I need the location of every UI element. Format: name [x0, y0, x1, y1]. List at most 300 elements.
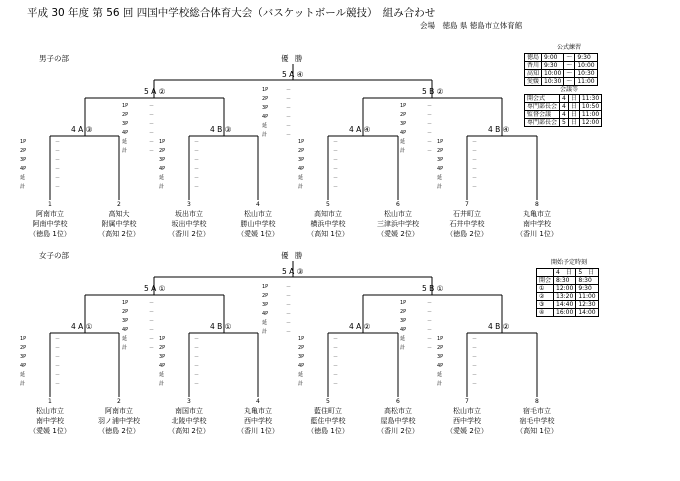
girls-quarter-score-value: －: [472, 336, 478, 342]
girls-semi-score-value: －: [149, 327, 155, 333]
girls-quarter-score-value: －: [194, 345, 200, 351]
girls-quarter-score-value: －: [55, 354, 61, 360]
meetings-row: [525, 111, 602, 119]
girls-quarter-label: 4 A ②: [349, 322, 371, 331]
boys-quarter-score-label: 延: [437, 175, 443, 181]
girls-team-school: 羽ノ浦中学校: [98, 417, 140, 425]
girls-team-qualifier: （徳島 2位）: [98, 427, 140, 435]
girls-semi-score-value: －: [427, 327, 433, 333]
boys-semi-score-label: 1P: [400, 103, 407, 109]
girls-semi-score-value: －: [149, 345, 155, 351]
boys-final-score-value: －: [286, 96, 292, 102]
girls-team-school: 屋島中学校: [380, 417, 416, 425]
girls-quarter-score-label: 計: [159, 381, 165, 387]
girls-quarter-score-label: 1P: [20, 336, 27, 342]
girls-quarter-score-value: －: [55, 372, 61, 378]
boys-quarter-score-value: －: [55, 166, 61, 172]
girls-team-school: 藍住中学校: [310, 417, 346, 425]
girls-team-qualifier: （高知 2位）: [168, 427, 210, 435]
girls-team-school: 南中学校: [36, 417, 64, 425]
schedule-row: [537, 269, 599, 277]
practice-cell: 徳島: [525, 54, 542, 62]
girls-quarter-score-value: －: [472, 372, 478, 378]
girls-quarter-score-label: 延: [20, 372, 26, 378]
boys-semi-label: 5 A ②: [144, 87, 166, 96]
boys-quarter-label: 4 B ③: [210, 125, 232, 134]
boys-quarter-score-value: －: [55, 175, 61, 181]
schedule-cell: 16:00: [554, 309, 576, 317]
girls-final-score-label: 計: [262, 329, 268, 335]
boys-final-score-label: 1P: [262, 87, 269, 93]
practice-cell: ～: [564, 54, 575, 62]
boys-quarter-score-label: 3P: [437, 157, 444, 163]
practice-cell: 11:00: [575, 78, 597, 86]
boys-quarter-score-value: －: [472, 157, 478, 163]
girls-team-seed: 1: [48, 398, 52, 405]
schedule-cell: 8:30: [576, 277, 598, 285]
boys-quarter-score-value: －: [472, 175, 478, 181]
boys-semi-score-label: 2P: [122, 112, 129, 118]
girls-quarter-score-label: 延: [437, 372, 443, 378]
girls-quarter-score-value: －: [55, 345, 61, 351]
girls-quarter-score-value: －: [55, 381, 61, 387]
girls-team-seed: 4: [256, 398, 260, 405]
boys-semi-score-label: 計: [122, 148, 128, 154]
boys-team-school: 横浜中学校: [310, 220, 346, 228]
meetings-cell: 11:30: [579, 95, 601, 103]
meetings-cell: 10:50: [579, 103, 601, 111]
boys-quarter-score-label: 計: [298, 184, 304, 190]
practice-cell: 愛媛: [525, 78, 542, 86]
boys-quarter-score-label: 計: [159, 184, 165, 190]
boys-quarter-score-value: －: [333, 166, 339, 172]
boys-semi-score-value: －: [427, 112, 433, 118]
boys-final-score-value: －: [286, 87, 292, 93]
boys-semi-score-label: 計: [400, 148, 406, 154]
girls-quarter-score-label: 3P: [159, 354, 166, 360]
boys-team-seed: 1: [48, 201, 52, 208]
girls-quarter-score-value: －: [472, 345, 478, 351]
boys-team-school: 附属中学校: [101, 220, 137, 228]
girls-semi-label: 5 B ①: [422, 284, 444, 293]
boys-semi-label: 5 B ②: [422, 87, 444, 96]
girls-semi-score-value: －: [149, 318, 155, 324]
girls-semi-score-label: 4P: [400, 327, 407, 333]
practice-cell: 9:00: [542, 54, 564, 62]
schedule-cell: 4 日: [554, 269, 576, 277]
schedule-cell: ①: [537, 285, 554, 293]
girls-team-school: 宿毛中学校: [519, 417, 555, 425]
girls-team-school: 西中学校: [244, 417, 272, 425]
girls-quarter-score-value: －: [333, 363, 339, 369]
boys-team-qualifier: （高知 2位）: [98, 230, 140, 238]
girls-semi-score-value: －: [427, 309, 433, 315]
venue-label: 会場 徳島 県 徳島市立体育館: [420, 21, 523, 30]
boys-quarter-score-label: 1P: [159, 139, 166, 145]
boys-team-school: 勝山中学校: [240, 220, 276, 228]
meetings-cell: 監督会議: [525, 111, 560, 119]
girls-final-score-value: －: [286, 284, 292, 290]
girls-quarter-score-label: 1P: [437, 336, 444, 342]
girls-semi-score-label: 計: [400, 345, 406, 351]
girls-quarter-score-label: 計: [437, 381, 443, 387]
boys-team-qualifier: （愛媛 2位）: [377, 230, 419, 238]
girls-quarter-score-value: －: [194, 354, 200, 360]
boys-semi-score-label: 3P: [122, 121, 129, 127]
boys-semi-score-label: 延: [400, 139, 406, 145]
girls-quarter-score-value: －: [194, 336, 200, 342]
girls-semi-score-value: －: [149, 300, 155, 306]
girls-semi-score-label: 延: [400, 336, 406, 342]
schedule-cell: 9:30: [576, 285, 598, 293]
girls-quarter-score-label: 計: [298, 381, 304, 387]
girls-quarter-score-label: 2P: [159, 345, 166, 351]
boys-quarter-score-value: －: [55, 157, 61, 163]
girls-quarter-score-value: －: [194, 372, 200, 378]
boys-team-city: 丸亀市立: [523, 210, 551, 218]
meetings-cell: 日: [568, 119, 579, 127]
girls-team-qualifier: （愛媛 1位）: [29, 427, 71, 435]
schedule-cell: 8:30: [554, 277, 576, 285]
boys-quarter-score-value: －: [333, 175, 339, 181]
schedule-title: 開始予定時刻: [551, 259, 588, 266]
practice-cell: 高知: [525, 70, 542, 78]
girls-final-score-label: 2P: [262, 293, 269, 299]
boys-section-label: 男子の部: [39, 54, 69, 63]
girls-semi-score-label: 1P: [122, 300, 129, 306]
boys-final-score-value: －: [286, 114, 292, 120]
girls-quarter-score-value: －: [333, 354, 339, 360]
boys-semi-score-label: 4P: [122, 130, 129, 136]
boys-quarter-score-label: 4P: [437, 166, 444, 172]
girls-quarter-score-label: 延: [159, 372, 165, 378]
schedule-cell: 12:00: [554, 285, 576, 293]
girls-final-score-label: 4P: [262, 311, 269, 317]
girls-quarter-score-label: 4P: [298, 363, 305, 369]
boys-quarter-score-value: －: [333, 184, 339, 190]
page-title: 平成 30 年度 第 56 回 四国中学校総合体育大会（バスケットボール競技） 組み合わせ: [27, 7, 436, 19]
schedule-row: [537, 285, 599, 293]
practice-row: [525, 54, 598, 62]
girls-team-city: 宿毛市立: [523, 407, 551, 415]
boys-team-seed: 2: [117, 201, 121, 208]
girls-quarter-score-label: 3P: [20, 354, 27, 360]
boys-quarter-score-label: 1P: [437, 139, 444, 145]
girls-team-qualifier: （徳島 1位）: [307, 427, 349, 435]
meetings-title: 会議等: [560, 86, 579, 93]
boys-final-score-label: 計: [262, 132, 268, 138]
boys-quarter-score-value: －: [333, 139, 339, 145]
boys-quarter-score-value: －: [472, 148, 478, 154]
girls-team-qualifier: （愛媛 2位）: [446, 427, 488, 435]
boys-team-qualifier: （徳島 1位）: [29, 230, 71, 238]
practice-table: [524, 53, 598, 86]
girls-quarter-label: 4 B ①: [210, 322, 232, 331]
girls-quarter-score-value: －: [55, 336, 61, 342]
boys-quarter-score-value: －: [194, 148, 200, 154]
practice-title: 公式練習: [557, 44, 582, 51]
boys-semi-score-label: 2P: [400, 112, 407, 118]
girls-semi-score-label: 延: [122, 336, 128, 342]
meetings-cell: 専門部長会: [525, 103, 560, 111]
boys-final-score-label: 2P: [262, 96, 269, 102]
boys-quarter-score-label: 3P: [298, 157, 305, 163]
boys-quarter-score-label: 計: [437, 184, 443, 190]
boys-team-qualifier: （愛媛 1位）: [237, 230, 279, 238]
girls-team-qualifier: （香川 2位）: [377, 427, 419, 435]
practice-cell: ～: [564, 78, 575, 86]
boys-team-city: 松山市立: [384, 210, 412, 218]
practice-row: [525, 70, 598, 78]
girls-winner-label: 優 勝: [281, 251, 305, 260]
boys-semi-score-value: －: [149, 148, 155, 154]
girls-quarter-label: 4 A ①: [71, 322, 93, 331]
girls-quarter-score-value: －: [194, 381, 200, 387]
girls-quarter-score-label: 延: [298, 372, 304, 378]
girls-team-city: 藍住町立: [314, 407, 342, 415]
practice-cell: 9:30: [575, 54, 597, 62]
boys-quarter-score-value: －: [194, 175, 200, 181]
girls-team-city: 松山市立: [453, 407, 481, 415]
girls-team-seed: 2: [117, 398, 121, 405]
boys-semi-score-value: －: [149, 121, 155, 127]
practice-cell: 10:00: [542, 70, 564, 78]
girls-team-seed: 3: [187, 398, 191, 405]
girls-semi-score-label: 4P: [122, 327, 129, 333]
schedule-cell: [537, 269, 554, 277]
girls-quarter-score-value: －: [472, 381, 478, 387]
boys-quarter-score-value: －: [333, 157, 339, 163]
boys-quarter-score-label: 2P: [20, 148, 27, 154]
girls-team-city: 松山市立: [36, 407, 64, 415]
boys-team-city: 阿南市立: [36, 210, 64, 218]
meetings-cell: 開会式: [525, 95, 560, 103]
schedule-cell: 14:00: [576, 309, 598, 317]
girls-section-label: 女子の部: [39, 251, 69, 260]
girls-semi-score-label: 3P: [122, 318, 129, 324]
schedule-cell: 開会: [537, 277, 554, 285]
boys-quarter-score-value: －: [472, 166, 478, 172]
boys-quarter-score-value: －: [55, 184, 61, 190]
boys-quarter-label: 4 A ④: [349, 125, 371, 134]
boys-team-seed: 8: [535, 201, 539, 208]
boys-team-city: 石井町立: [453, 210, 481, 218]
girls-quarter-score-label: 3P: [437, 354, 444, 360]
boys-quarter-score-value: －: [194, 166, 200, 172]
practice-cell: 香川: [525, 62, 542, 70]
boys-quarter-score-label: 4P: [20, 166, 27, 172]
meetings-cell: 日: [568, 103, 579, 111]
girls-team-city: 丸亀市立: [244, 407, 272, 415]
boys-team-qualifier: （香川 1位）: [516, 230, 558, 238]
practice-cell: 10:30: [542, 78, 564, 86]
meetings-cell: 11:00: [579, 111, 601, 119]
schedule-cell: 11:00: [576, 293, 598, 301]
schedule-cell: 13:20: [554, 293, 576, 301]
boys-team-school: 坂出中学校: [171, 220, 207, 228]
boys-semi-score-label: 1P: [122, 103, 129, 109]
girls-final-score-value: －: [286, 329, 292, 335]
meetings-cell: 日: [568, 95, 579, 103]
boys-quarter-score-value: －: [194, 139, 200, 145]
schedule-row: [537, 309, 599, 317]
boys-team-seed: 7: [465, 201, 469, 208]
schedule-cell: ④: [537, 309, 554, 317]
girls-team-school: 北陵中学校: [171, 417, 207, 425]
boys-quarter-score-value: －: [333, 148, 339, 154]
girls-quarter-score-value: －: [472, 354, 478, 360]
boys-semi-score-label: 延: [122, 139, 128, 145]
girls-semi-score-value: －: [149, 336, 155, 342]
schedule-cell: 5 日: [576, 269, 598, 277]
boys-team-school: 石井中学校: [449, 220, 485, 228]
boys-semi-score-label: 3P: [400, 121, 407, 127]
boys-quarter-label: 4 A ③: [71, 125, 93, 134]
girls-quarter-score-label: 4P: [20, 363, 27, 369]
girls-semi-score-label: 2P: [122, 309, 129, 315]
girls-team-qualifier: （香川 1位）: [237, 427, 279, 435]
boys-team-seed: 5: [326, 201, 330, 208]
girls-semi-score-label: 3P: [400, 318, 407, 324]
girls-quarter-score-label: 3P: [298, 354, 305, 360]
meetings-cell: 4: [560, 111, 569, 119]
boys-team-qualifier: （高知 1位）: [307, 230, 349, 238]
girls-semi-score-label: 1P: [400, 300, 407, 306]
boys-final-score-label: 延: [262, 123, 268, 129]
practice-cell: 10:30: [575, 70, 597, 78]
girls-final-score-value: －: [286, 320, 292, 326]
girls-semi-score-label: 2P: [400, 309, 407, 315]
girls-team-seed: 7: [465, 398, 469, 405]
girls-team-city: 南国市立: [175, 407, 203, 415]
girls-final-score-value: －: [286, 302, 292, 308]
meetings-cell: 日: [568, 111, 579, 119]
boys-quarter-score-value: －: [55, 139, 61, 145]
practice-cell: 10:00: [575, 62, 597, 70]
girls-team-qualifier: （高知 1位）: [516, 427, 558, 435]
girls-quarter-score-value: －: [333, 372, 339, 378]
boys-quarter-score-label: 1P: [298, 139, 305, 145]
boys-quarter-score-value: －: [194, 184, 200, 190]
girls-final-score-value: －: [286, 293, 292, 299]
girls-quarter-score-label: 1P: [159, 336, 166, 342]
girls-quarter-score-label: 2P: [20, 345, 27, 351]
meetings-row: [525, 119, 602, 127]
boys-semi-score-value: －: [427, 148, 433, 154]
boys-team-seed: 3: [187, 201, 191, 208]
girls-semi-label: 5 A ①: [144, 284, 166, 293]
girls-semi-score-value: －: [427, 318, 433, 324]
boys-quarter-score-value: －: [472, 139, 478, 145]
girls-quarter-score-label: 2P: [437, 345, 444, 351]
boys-semi-score-value: －: [149, 139, 155, 145]
boys-team-city: 高知市立: [314, 210, 342, 218]
boys-semi-score-value: －: [427, 121, 433, 127]
boys-team-city: 高知大: [108, 210, 130, 218]
boys-quarter-score-value: －: [194, 157, 200, 163]
schedule-cell: ②: [537, 293, 554, 301]
boys-quarter-score-label: 2P: [298, 148, 305, 154]
boys-semi-score-label: 4P: [400, 130, 407, 136]
girls-quarter-score-label: 1P: [298, 336, 305, 342]
boys-quarter-score-label: 4P: [159, 166, 166, 172]
boys-quarter-score-label: 3P: [159, 157, 166, 163]
boys-winner-label: 優 勝: [281, 54, 305, 63]
boys-final-score-value: －: [286, 132, 292, 138]
boys-semi-score-value: －: [149, 103, 155, 109]
boys-quarter-score-value: －: [55, 148, 61, 154]
boys-team-qualifier: （香川 2位）: [168, 230, 210, 238]
girls-final-label: 5 A ③: [282, 267, 304, 276]
boys-team-school: 三津浜中学校: [377, 220, 419, 228]
girls-semi-score-value: －: [427, 300, 433, 306]
boys-quarter-score-label: 2P: [437, 148, 444, 154]
practice-cell: ～: [564, 62, 575, 70]
boys-quarter-score-label: 4P: [298, 166, 305, 172]
boys-quarter-score-label: 2P: [159, 148, 166, 154]
meetings-row: [525, 95, 602, 103]
girls-semi-score-value: －: [427, 336, 433, 342]
boys-semi-score-value: －: [427, 103, 433, 109]
meetings-table: [524, 94, 602, 127]
boys-team-city: 坂出市立: [175, 210, 203, 218]
boys-semi-score-value: －: [149, 130, 155, 136]
girls-team-seed: 5: [326, 398, 330, 405]
boys-quarter-score-label: 延: [159, 175, 165, 181]
meetings-cell: 専門部長会: [525, 119, 560, 127]
boys-team-qualifier: （徳島 2位）: [446, 230, 488, 238]
girls-final-score-label: 3P: [262, 302, 269, 308]
boys-team-city: 松山市立: [244, 210, 272, 218]
girls-final-score-label: 1P: [262, 284, 269, 290]
girls-team-city: 阿南市立: [105, 407, 133, 415]
schedule-table: [536, 268, 599, 317]
boys-final-label: 5 A ④: [282, 70, 304, 79]
boys-semi-score-value: －: [427, 130, 433, 136]
girls-quarter-score-value: －: [333, 345, 339, 351]
girls-quarter-score-value: －: [194, 363, 200, 369]
meetings-cell: 12:00: [579, 119, 601, 127]
schedule-row: [537, 293, 599, 301]
boys-team-seed: 4: [256, 201, 260, 208]
boys-quarter-score-label: 延: [20, 175, 26, 181]
boys-semi-score-value: －: [427, 139, 433, 145]
girls-semi-score-value: －: [427, 345, 433, 351]
boys-quarter-score-label: 計: [20, 184, 26, 190]
girls-quarter-score-value: －: [55, 363, 61, 369]
meetings-cell: 4: [560, 103, 569, 111]
girls-final-score-label: 延: [262, 320, 268, 326]
boys-final-score-value: －: [286, 105, 292, 111]
practice-cell: ～: [564, 70, 575, 78]
practice-row: [525, 78, 598, 86]
schedule-cell: 14:40: [554, 301, 576, 309]
girls-quarter-score-label: 計: [20, 381, 26, 387]
boys-final-score-label: 4P: [262, 114, 269, 120]
girls-quarter-label: 4 B ②: [488, 322, 510, 331]
meetings-cell: 4: [560, 95, 569, 103]
girls-semi-score-label: 計: [122, 345, 128, 351]
practice-row: [525, 62, 598, 70]
boys-team-school: 阿南中学校: [32, 220, 68, 228]
boys-quarter-score-label: 1P: [20, 139, 27, 145]
girls-quarter-score-label: 2P: [298, 345, 305, 351]
meetings-row: [525, 103, 602, 111]
girls-team-seed: 6: [396, 398, 400, 405]
girls-team-school: 西中学校: [453, 417, 481, 425]
boys-team-school: 南中学校: [523, 220, 551, 228]
girls-final-score-value: －: [286, 311, 292, 317]
